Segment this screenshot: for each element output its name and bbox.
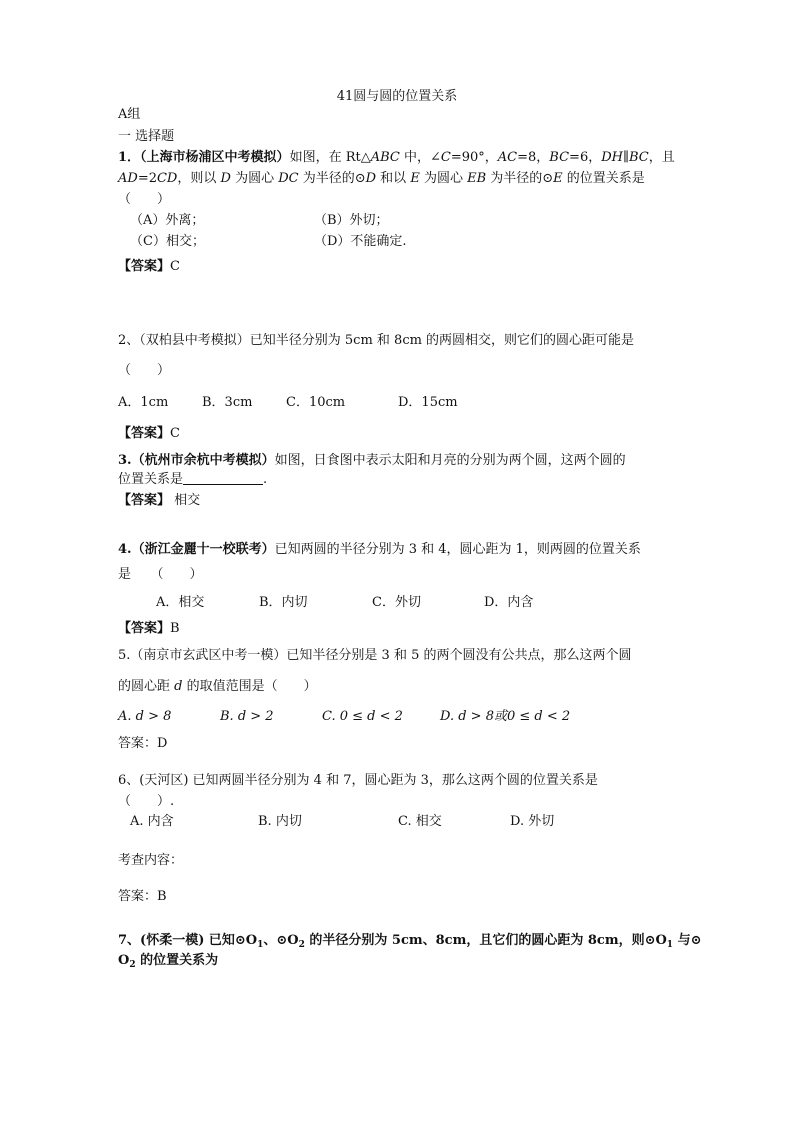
q1-source: （上海市杨浦区中考模拟） xyxy=(140,150,290,165)
q3-line1 xyxy=(118,452,626,470)
q1-bc: BC xyxy=(549,150,570,165)
q7-line1 xyxy=(118,932,701,954)
q1-line1 xyxy=(118,149,675,167)
q5-opt-b: B. d > 2 xyxy=(220,709,274,724)
q1-answer-label: 【答案】 xyxy=(118,259,171,274)
q6-opt-b: B. 内切 xyxy=(258,814,302,829)
q1-bc2: BC xyxy=(629,150,649,165)
q1-abc: ABC xyxy=(370,150,400,165)
q3-answer-value: 相交 xyxy=(174,493,201,508)
group-label: A组 xyxy=(118,107,141,122)
q2-answer xyxy=(118,425,180,443)
q6-opt-c: C. 相交 xyxy=(398,814,442,829)
q4-source: （浙江金麗十一校联考） xyxy=(131,542,275,557)
q1-answer xyxy=(118,258,180,276)
q1-opt-d: （D）不能确定. xyxy=(314,234,407,249)
q7-sub-4: 2 xyxy=(129,960,136,970)
q1-opt-c: （C）相交； xyxy=(130,234,205,249)
q1-num: 1． xyxy=(118,150,141,165)
q1-text-b: 中，∠ xyxy=(399,150,441,165)
q7-text-a: 7、(怀柔一模) 已知⊙O xyxy=(118,933,258,948)
q2-opt-a: A．1cm xyxy=(118,395,169,410)
q4-opt-a: A．相交 xyxy=(156,595,205,610)
q4-opt-b: B．内切 xyxy=(259,595,308,610)
q2-opt-b: B．3cm xyxy=(202,395,253,410)
q5-text-c: 的取值范围是（ ） xyxy=(182,679,317,694)
q1-text-a: 如图，在 Rt△ xyxy=(289,150,371,165)
q6-exam: 考查内容： xyxy=(118,853,184,868)
q4-line1 xyxy=(118,541,641,559)
q2-paren: （ ） xyxy=(118,363,171,378)
q3-source: （杭州市余杭中考模拟） xyxy=(131,453,275,468)
q6-line1: 6、(天河区) 已知两圆半径分别为 4 和 7，圆心距为 3，那么这两个圆的位置关系是 xyxy=(118,773,598,788)
q1-text-f: ∥ xyxy=(622,150,629,165)
q1-text-d: =8， xyxy=(517,150,550,165)
q3-text-b: 位置关系是 xyxy=(118,472,184,487)
q3-blank xyxy=(183,472,263,485)
q5-opt-d: D. d > 8或0 ≤ d < 2 xyxy=(440,709,571,724)
q1-text-l: 和以 xyxy=(376,171,411,186)
section-label: 一 选择题 xyxy=(118,129,175,144)
q3-text-a: 如图，日食图中表示太阳和月亮的分别为两个圆，这两个圆的 xyxy=(274,453,626,468)
q7-sub-2: 2 xyxy=(298,940,305,950)
q6-opt-a: A. 内含 xyxy=(130,814,174,829)
q1-d: D xyxy=(220,171,231,186)
q1-line2 xyxy=(118,170,645,188)
q7-line2 xyxy=(118,952,218,974)
q1-text-j: 为圆心 xyxy=(230,171,279,186)
q4-num: 4. xyxy=(118,542,132,557)
q5-line1: 5.（南京市玄武区中考一模）已知半径分别是 3 和 5 的两个圆没有公共点，那么这两个圆 xyxy=(118,648,632,663)
q1-text-o: 的位置关系是 xyxy=(562,171,645,186)
q1-text-e: =6， xyxy=(569,150,602,165)
q1-opt-b: （B）外切； xyxy=(314,213,389,228)
q3-answer xyxy=(118,492,200,510)
q1-text-m: 为圆心 xyxy=(419,171,468,186)
q1-c: C xyxy=(440,150,451,165)
q2-answer-value: C xyxy=(170,426,180,441)
q6-opt-d: D. 外切 xyxy=(510,814,555,829)
q1-text-h: =2 xyxy=(137,171,157,186)
q5-answer: 答案：D xyxy=(118,736,168,751)
q1-text-n: 为半径的⊙ xyxy=(486,171,554,186)
q7-text-b: 、⊙O xyxy=(263,933,299,948)
q7-text-f: 的位置关系为 xyxy=(135,953,219,968)
q5-opt-c: C. 0 ≤ d < 2 xyxy=(322,709,403,724)
q1-d2: D xyxy=(365,171,377,186)
q1-text-g: ，且 xyxy=(648,150,675,165)
q1-dc: DC xyxy=(278,171,299,186)
q7-text-d: 与⊙ xyxy=(673,933,702,948)
q1-text-i: ，则以 xyxy=(177,171,221,186)
q6-line2: （ ）. xyxy=(118,794,175,809)
q1-text-c: =90°， xyxy=(450,150,498,165)
q5-line2 xyxy=(118,678,317,696)
q2-opt-d: D．15cm xyxy=(398,395,458,410)
q5-opt-a: A. d > 8 xyxy=(118,709,172,724)
q4-answer-value: B xyxy=(170,621,180,636)
q1-cd: CD xyxy=(156,171,178,186)
q4-answer-label: 【答案】 xyxy=(118,621,171,636)
q4-opt-c: C．外切 xyxy=(372,595,421,610)
q4-opt-d: D．内含 xyxy=(484,595,534,610)
q6-answer: 答案：B xyxy=(118,889,167,904)
q4-answer xyxy=(118,620,180,638)
q2-opt-c: C．10cm xyxy=(286,395,346,410)
q2-answer-label: 【答案】 xyxy=(118,426,171,441)
q4-text-b: 是 （ ） xyxy=(118,567,203,582)
q1-paren: （ ） xyxy=(118,192,171,207)
q1-e: E xyxy=(410,171,420,186)
q1-opt-a: （A）外离； xyxy=(130,213,205,228)
q3-line2 xyxy=(118,471,267,489)
q4-text-a: 已知两圆的半径分别为 3 和 4，圆心距为 1，则两圆的位置关系 xyxy=(274,542,641,557)
q7-sub-1: 1 xyxy=(257,940,264,950)
q1-text-k: 为半径的⊙ xyxy=(298,171,366,186)
q7-sub-3: 1 xyxy=(666,940,674,950)
q5-d: d xyxy=(174,679,183,694)
q2-text: 2、（双柏县中考模拟）已知半径分别为 5cm 和 8cm 的两圆相交，则它们的圆心距可能是 xyxy=(118,333,635,348)
q1-e2: E xyxy=(553,171,563,186)
q1-ad: AD xyxy=(118,171,138,186)
q3-answer-label: 【答案】 xyxy=(118,493,171,508)
q7-text-c: 的半径分别为 5cm、8cm，且它们的圆心距为 8cm，则⊙O xyxy=(304,933,667,948)
q3-text-c: . xyxy=(263,472,268,487)
q3-num: 3. xyxy=(118,453,132,468)
q1-eb: EB xyxy=(467,171,487,186)
q7-text-e: O xyxy=(118,953,130,968)
q1-dh: DH xyxy=(601,150,623,165)
q1-ac: AC xyxy=(497,150,518,165)
q5-text-b: 的圆心距 xyxy=(118,679,175,694)
page-title: 41圆与圆的位置关系 xyxy=(336,89,458,104)
q1-answer-value: C xyxy=(170,259,180,274)
